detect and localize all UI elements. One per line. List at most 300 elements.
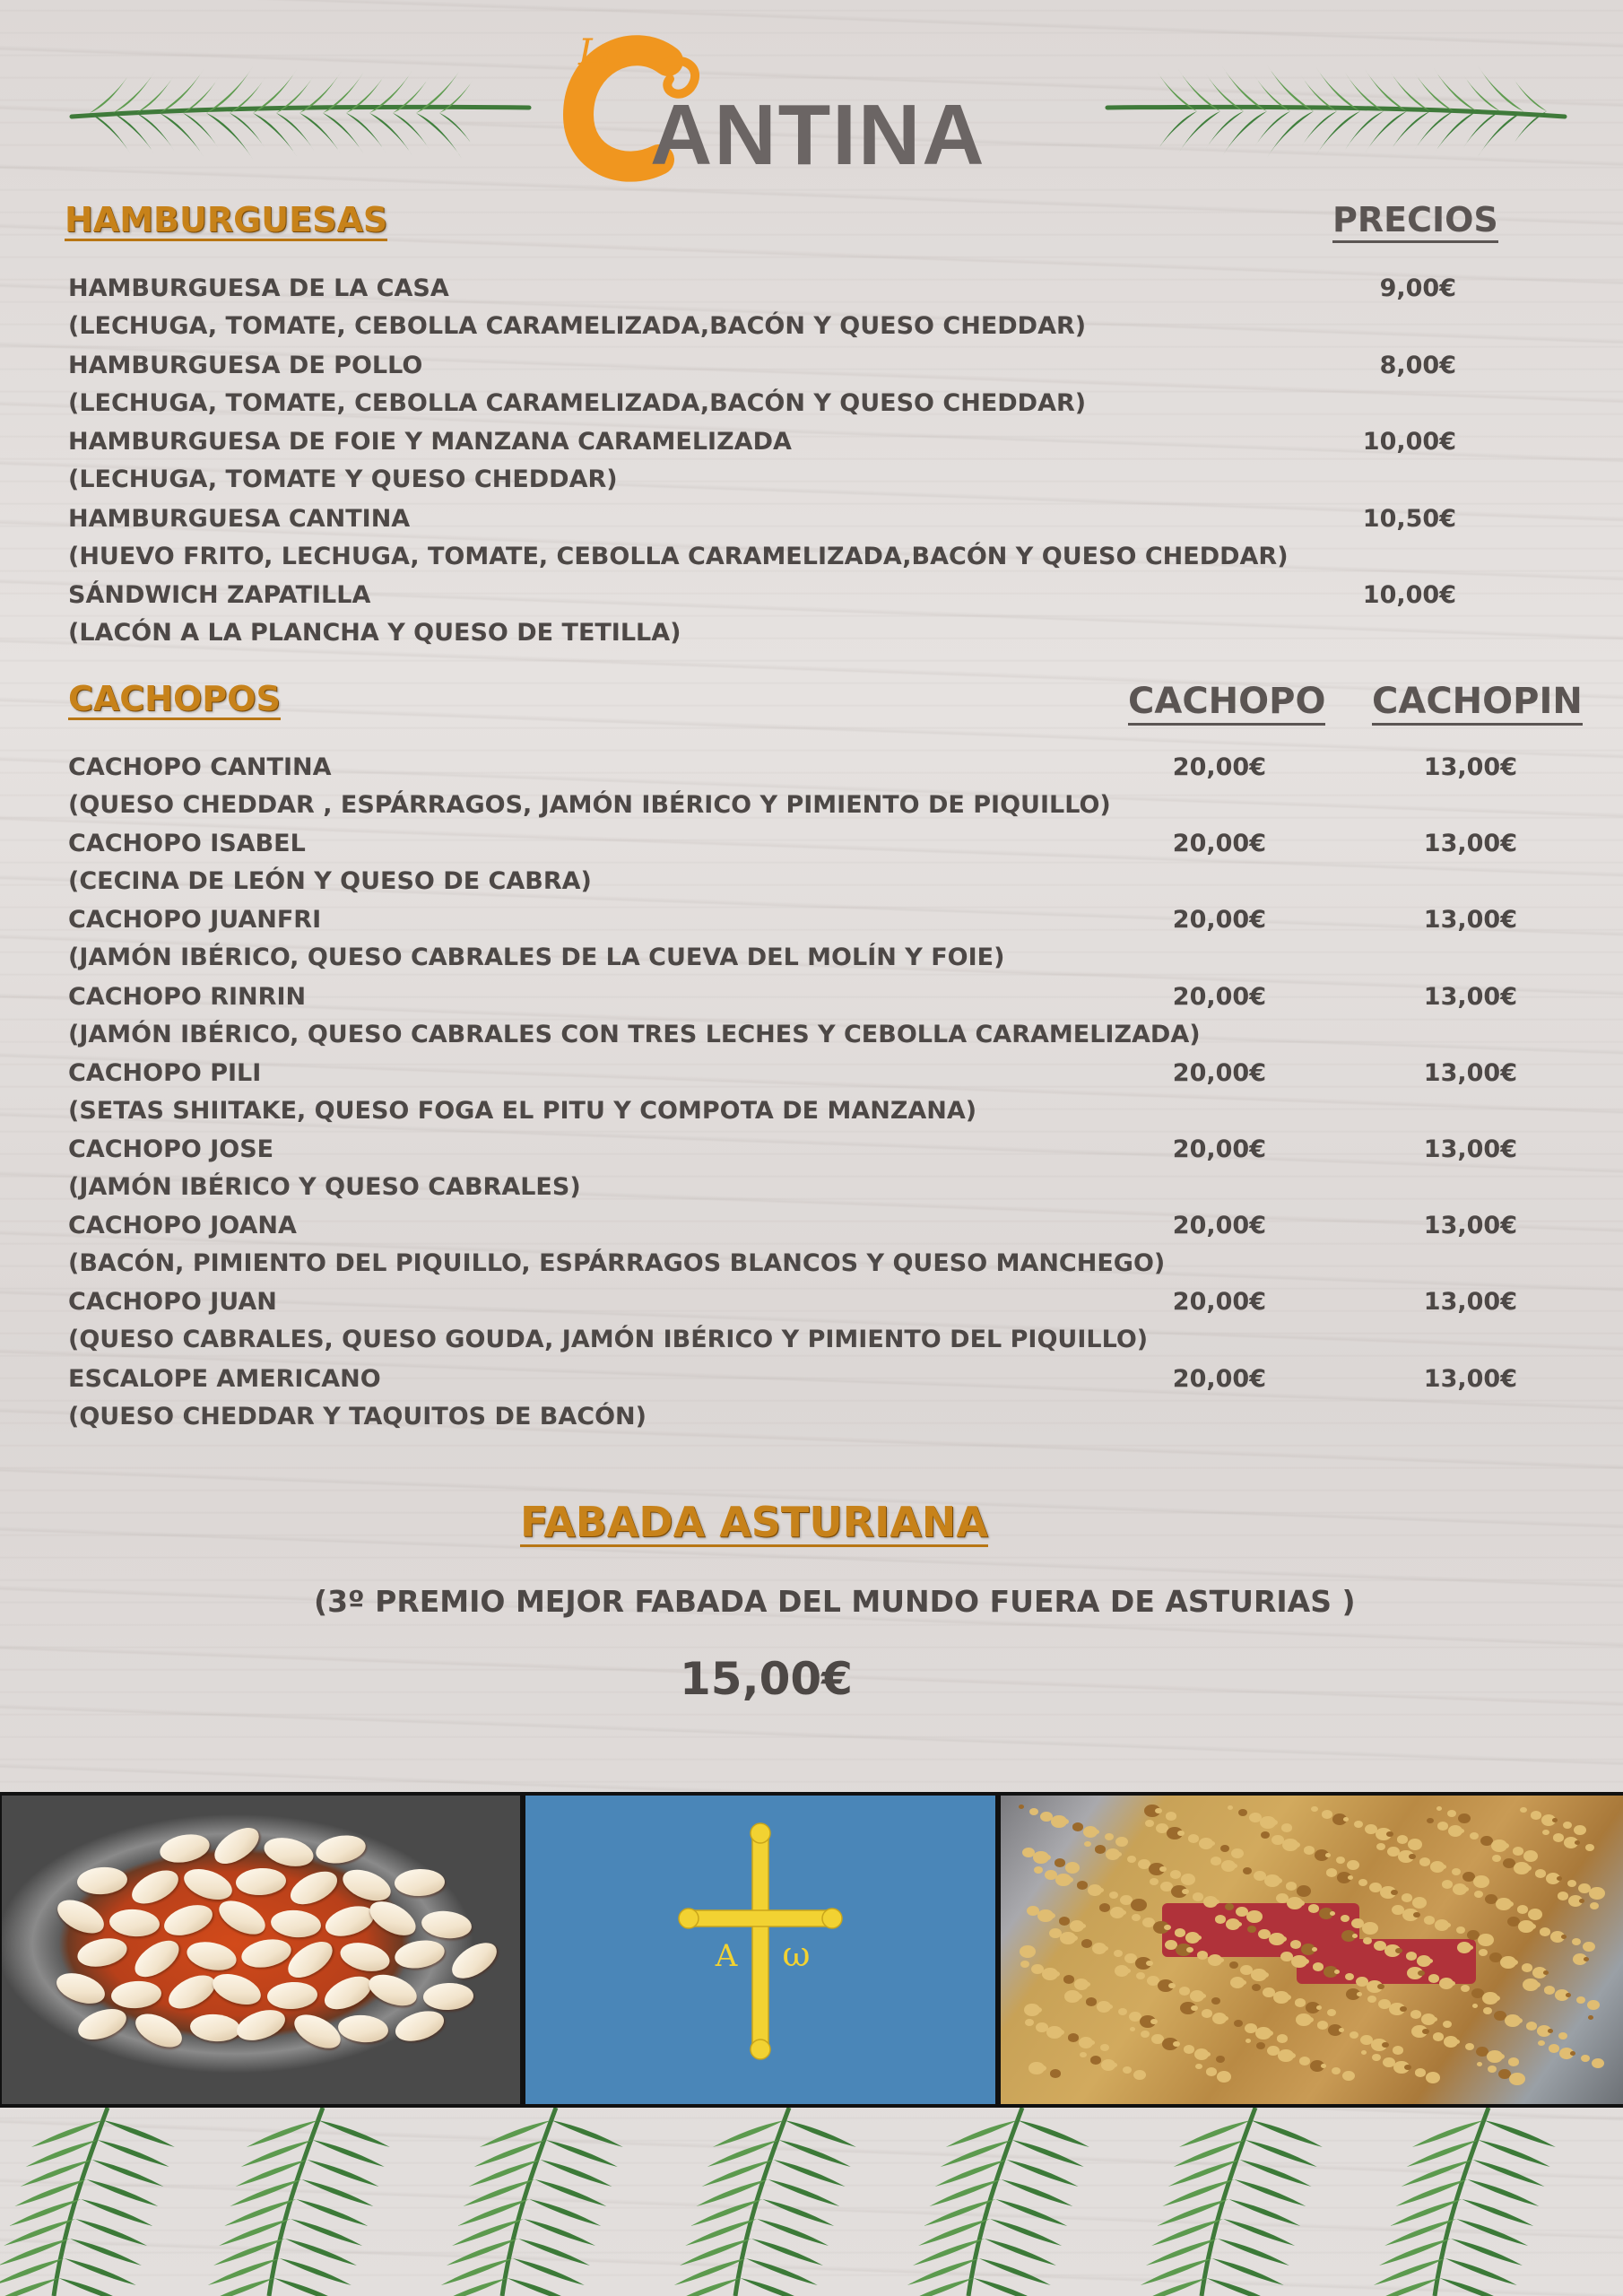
crumb-shape xyxy=(1100,2044,1109,2051)
bean-shape xyxy=(337,1938,392,1976)
crumb-shape xyxy=(1219,1958,1224,1962)
crumb-shape xyxy=(1231,1848,1244,1858)
bean-shape xyxy=(108,1908,161,1938)
crumb-shape xyxy=(1095,1845,1106,1854)
crumb-shape xyxy=(1520,1807,1527,1813)
crumb-shape xyxy=(1112,2063,1117,2067)
bean-shape xyxy=(76,1866,128,1896)
crumb-shape xyxy=(1452,1868,1461,1875)
crumb-shape xyxy=(1057,2030,1064,2035)
bean-shape xyxy=(394,1868,445,1897)
crumb-shape xyxy=(1080,2052,1087,2057)
price-cachopin: 13,00€ xyxy=(1423,982,1517,1011)
bean-shape xyxy=(74,2003,131,2045)
bean-shape xyxy=(446,1935,502,1986)
crumb-shape xyxy=(1055,1858,1065,1867)
crumb-shape xyxy=(1543,1970,1549,1975)
price-cachopo: 20,00€ xyxy=(1172,1288,1266,1317)
crumb-shape xyxy=(1426,2072,1440,2083)
crumb-shape xyxy=(1168,1983,1176,1988)
crumb-shape xyxy=(1286,1882,1297,1891)
crumb-shape xyxy=(1262,1972,1269,1978)
crumb-shape xyxy=(1332,2067,1341,2074)
bean-shape xyxy=(130,2007,187,2054)
crumb-shape xyxy=(1304,1846,1315,1855)
crumb-shape xyxy=(1377,1984,1384,1989)
crumb-shape xyxy=(1463,1887,1469,1892)
menu-item-name: CACHOPO RINRIN xyxy=(68,982,307,1011)
crumb-shape xyxy=(1068,2033,1079,2042)
crumb-shape xyxy=(1572,1938,1581,1945)
crumb-shape xyxy=(1415,2068,1426,2077)
crumb-shape xyxy=(1326,1868,1337,1877)
price-cachopin: 13,00€ xyxy=(1423,753,1517,781)
crumb-shape xyxy=(1256,2042,1265,2049)
crumb-shape xyxy=(1229,1961,1238,1969)
crumb-shape xyxy=(1400,2006,1407,2012)
bean-shape xyxy=(392,2005,448,2047)
crumb-shape xyxy=(1584,1957,1589,1961)
crumb-shape xyxy=(1089,2040,1095,2045)
crumb-shape xyxy=(1085,1982,1090,1987)
crumb-shape xyxy=(1445,1923,1451,1927)
crumb-shape xyxy=(1177,1831,1185,1836)
crumb-shape xyxy=(1372,2054,1381,2061)
crumb-shape xyxy=(1558,1892,1568,1900)
crumb-shape xyxy=(1105,1833,1114,1840)
bean-shape xyxy=(163,1969,221,2015)
crumb-shape xyxy=(1589,1887,1605,1900)
crumb-shape xyxy=(1025,2019,1034,2026)
crumb-shape xyxy=(1342,2071,1355,2081)
crumb-shape xyxy=(1247,1926,1256,1933)
crumb-shape xyxy=(1201,1994,1206,1998)
crumb-shape xyxy=(1131,1899,1147,1911)
crumb-shape xyxy=(1406,1952,1417,1961)
crumb-shape xyxy=(1517,1905,1528,1914)
crumb-shape xyxy=(1533,1982,1541,1987)
crumb-shape xyxy=(1528,1909,1542,1920)
crumb-shape xyxy=(1465,2043,1474,2050)
crumb-shape xyxy=(1237,1922,1242,1926)
bean-shape xyxy=(126,1864,184,1910)
menu-item-name: HAMBURGUESA DE POLLO xyxy=(68,351,423,379)
crumb-shape xyxy=(1488,2066,1497,2073)
crumb-shape xyxy=(1443,2021,1452,2028)
bean-shape xyxy=(364,1969,421,2012)
bean-shape xyxy=(289,2008,346,2056)
crumb-shape xyxy=(1483,2007,1492,2014)
crumb-shape xyxy=(1325,1853,1331,1857)
crumb-shape xyxy=(1410,2010,1421,2019)
crumb-shape xyxy=(1065,1862,1080,1874)
crumb-shape xyxy=(1107,2005,1113,2009)
rosemary-right-decoration xyxy=(1098,0,1574,188)
crumb-shape xyxy=(1170,1870,1181,1879)
bean-shape xyxy=(128,1934,185,1985)
crumb-shape xyxy=(1570,2051,1575,2056)
crumb-shape xyxy=(1090,2056,1101,2065)
crumb-shape xyxy=(1408,1839,1422,1850)
crumb-shape xyxy=(1289,2053,1296,2058)
crumb-shape xyxy=(1132,1914,1141,1921)
crumb-shape xyxy=(1437,1822,1448,1831)
crumb-shape xyxy=(1220,1845,1229,1852)
crumb-shape xyxy=(1433,2032,1444,2041)
crumb-shape xyxy=(1234,2020,1243,2027)
crumb-shape xyxy=(1232,1864,1237,1868)
crumb-shape xyxy=(1386,1831,1393,1837)
menu-item-price: 10,00€ xyxy=(1362,428,1456,456)
crumb-shape xyxy=(1312,1947,1317,1952)
crumb-shape xyxy=(1193,1892,1203,1901)
crumb-shape xyxy=(1334,1970,1340,1974)
fabada-price: 15,00€ xyxy=(680,1653,853,1705)
bean-shape xyxy=(235,1867,286,1897)
crumb-shape xyxy=(1523,1850,1538,1862)
crumb-shape xyxy=(1339,2028,1344,2032)
crumb-shape xyxy=(1458,1813,1471,1823)
menu-item-price: 10,00€ xyxy=(1362,581,1456,609)
price-cachopo: 20,00€ xyxy=(1172,753,1266,781)
crumb-shape xyxy=(1347,1860,1359,1870)
crumb-shape xyxy=(1081,1939,1092,1948)
crumb-shape xyxy=(1019,1805,1024,1809)
crumb-shape xyxy=(1327,2009,1336,2016)
crumb-shape xyxy=(1321,2064,1326,2068)
menu-item-description: (BACÓN, PIMIENTO DEL PIQUILLO, ESPÁRRAGOS BLANCOS Y QUESO MANCHEGO) xyxy=(68,1249,1166,1278)
crumb-shape xyxy=(1563,1822,1572,1829)
bean-shape xyxy=(319,1970,376,2016)
crumb-shape xyxy=(1345,1973,1354,1980)
crumb-shape xyxy=(1299,2057,1310,2066)
crumb-shape xyxy=(1413,1912,1420,1918)
price-cachopo: 20,00€ xyxy=(1172,1212,1266,1240)
crumb-shape xyxy=(1290,1940,1301,1949)
bean-shape xyxy=(266,1981,317,2011)
menu-item-name: HAMBURGUESA DE FOIE Y MANZANA CARAMELIZADA xyxy=(68,428,792,456)
photo-strip xyxy=(0,1792,1623,2108)
crumb-shape xyxy=(1397,1835,1408,1844)
crumb-shape xyxy=(1191,2005,1198,2011)
crumb-shape xyxy=(1567,1880,1576,1887)
crumb-shape xyxy=(1515,2018,1523,2023)
menu-item-name: ESCALOPE AMERICANO xyxy=(68,1364,381,1393)
crumb-shape xyxy=(1553,1833,1564,1842)
crumb-shape xyxy=(1072,1822,1083,1831)
crumb-shape xyxy=(1295,1998,1306,2007)
crumb-shape xyxy=(1109,1892,1118,1899)
crumb-shape xyxy=(1544,1986,1555,1995)
crumb-shape xyxy=(1506,1901,1514,1907)
menu-item-description: (QUESO CABRALES, QUESO GOUDA, JAMÓN IBÉRICO Y PIMIENTO DEL PIQUILLO) xyxy=(68,1326,1149,1354)
price-cachopin: 13,00€ xyxy=(1423,1364,1517,1393)
crumb-shape xyxy=(1094,1830,1099,1834)
crumb-shape xyxy=(1228,1805,1233,1810)
crumb-shape xyxy=(1558,2032,1567,2039)
crumb-shape xyxy=(1470,1832,1479,1839)
crumb-shape xyxy=(1225,1903,1234,1910)
crumb-shape xyxy=(1205,2052,1211,2057)
crumb-shape xyxy=(1529,1924,1536,1929)
price-cachopo: 20,00€ xyxy=(1172,830,1266,858)
bean-shape xyxy=(208,1821,265,1871)
crumb-shape xyxy=(1549,2044,1559,2053)
menu-item-description: (SETAS SHIITAKE, QUESO FOGA EL PITU Y COMPOTA DE MANZANA) xyxy=(68,1096,977,1125)
crumb-shape xyxy=(1313,1962,1324,1971)
crumb-shape xyxy=(1472,2004,1478,2008)
crumb-shape xyxy=(1322,1810,1332,1819)
crumb-shape xyxy=(1130,2027,1135,2031)
menu-item-description: (JAMÓN IBÉRICO, QUESO CABRALES DE LA CUEVA DEL MOLÍN Y FOIE) xyxy=(68,944,1005,972)
crumb-shape xyxy=(1442,1880,1453,1889)
bean-shape xyxy=(110,1979,162,2010)
crumb-shape xyxy=(1436,1806,1442,1811)
crumb-shape xyxy=(1412,1897,1427,1909)
logo-la-text: La xyxy=(578,32,624,74)
price-cachopin: 13,00€ xyxy=(1423,1058,1517,1087)
bean-shape xyxy=(261,1833,316,1871)
price-cachopin: 13,00€ xyxy=(1423,906,1517,935)
crumb-shape xyxy=(1141,2031,1150,2038)
bean-shape xyxy=(233,2005,290,2047)
menu-item-name: CACHOPO ISABEL xyxy=(68,830,306,858)
crumb-shape xyxy=(1427,1818,1434,1823)
crumb-shape xyxy=(1497,2054,1505,2059)
menu-item-description: (JAMÓN IBÉRICO, QUESO CABRALES CON TRES LECHES Y CEBOLLA CARAMELIZADA) xyxy=(68,1020,1201,1048)
crumb-shape xyxy=(1538,2040,1545,2046)
crumb-shape xyxy=(1450,1981,1455,1986)
crumb-shape xyxy=(1166,1812,1176,1821)
crumb-shape xyxy=(1493,1996,1500,2001)
crumb-shape xyxy=(1071,1935,1078,1941)
menu-item-name: SÁNDWICH ZAPATILLA xyxy=(68,581,371,609)
crumb-shape xyxy=(1103,1946,1108,1951)
crumb-shape xyxy=(1048,1913,1055,1918)
menu-item-name: HAMBURGUESA CANTINA xyxy=(68,504,411,533)
crumb-shape xyxy=(1150,2019,1158,2024)
bean-shape xyxy=(74,1935,129,1971)
crumb-shape xyxy=(1447,1810,1456,1817)
crumb-shape xyxy=(1585,1844,1594,1851)
crumb-shape xyxy=(1053,1971,1060,1977)
menu-item-name: CACHOPO JUANFRI xyxy=(68,906,322,935)
crumb-shape xyxy=(1297,1885,1311,1897)
crumb-shape xyxy=(1181,1874,1195,1885)
crumb-shape xyxy=(1066,1877,1073,1883)
crumb-shape xyxy=(1050,2069,1061,2078)
price-cachopin: 13,00€ xyxy=(1423,1135,1517,1163)
crumb-shape xyxy=(1526,2022,1537,2031)
menu-item-name: CACHOPO JOSE xyxy=(68,1135,274,1163)
crumb-shape xyxy=(1029,1808,1038,1815)
crumb-shape xyxy=(1363,1937,1372,1944)
bean-shape xyxy=(282,1935,338,1985)
crumb-shape xyxy=(1459,1829,1464,1833)
bean-shape xyxy=(285,1865,342,1911)
la-cantina-logo xyxy=(560,25,1063,187)
crumb-shape xyxy=(1478,1934,1494,1946)
crumb-shape xyxy=(1277,2034,1288,2043)
bean-shape xyxy=(213,1894,271,1942)
menu-item-name: CACHOPO JOANA xyxy=(68,1212,297,1240)
menu-item-description: (LECHUGA, TOMATE Y QUESO CHEDDAR) xyxy=(68,465,618,493)
crumb-shape xyxy=(1216,2056,1225,2063)
crumb-shape xyxy=(1509,2073,1525,2085)
bean-shape xyxy=(189,2013,241,2043)
bean-shape xyxy=(239,1935,294,1971)
menu-item-description: (LACÓN A LA PLANCHA Y QUESO DE TETILLA) xyxy=(68,619,681,647)
crumb-shape xyxy=(1479,1949,1488,1956)
crumb-shape xyxy=(1424,1916,1435,1925)
crumb-shape xyxy=(1184,2045,1194,2054)
crumb-shape xyxy=(1182,1889,1189,1894)
crumb-shape xyxy=(1575,1840,1580,1845)
rosemary-left-decoration xyxy=(63,0,538,188)
fabada-photo xyxy=(2,1796,520,2104)
crumb-shape xyxy=(1348,1875,1353,1880)
crumb-shape xyxy=(1461,1985,1470,1992)
menu-item-description: (CECINA DE LEÓN Y QUESO DE CABRA) xyxy=(68,867,592,896)
crumb-shape xyxy=(1084,1841,1091,1847)
crumb-shape xyxy=(1075,1994,1082,1999)
menu-item-description: (LECHUGA, TOMATE, CEBOLLA CARAMELIZADA,BACÓN Y QUESO CHEDDAR) xyxy=(68,388,1087,417)
crumb-shape xyxy=(1579,1899,1584,1903)
crumb-shape xyxy=(1077,1881,1088,1890)
crumb-shape xyxy=(1474,1891,1483,1898)
crumb-shape xyxy=(1404,2065,1411,2070)
crumb-shape xyxy=(1552,1818,1558,1822)
crumb-shape xyxy=(1044,1855,1051,1860)
crumb-shape xyxy=(1557,1876,1562,1881)
crumb-shape xyxy=(1175,1928,1185,1937)
column-header-cachopo: CACHOPO xyxy=(1128,683,1325,726)
crumb-shape xyxy=(1136,1972,1145,1979)
bean-shape xyxy=(422,1982,473,2011)
crumb-shape xyxy=(1155,1808,1162,1813)
bean-shape xyxy=(337,2013,389,2045)
crumb-shape xyxy=(1531,1811,1541,1820)
crumb-shape xyxy=(1173,2041,1180,2047)
victory-cross-icon xyxy=(525,1796,995,2104)
crumb-shape xyxy=(1587,2000,1600,2010)
crumb-shape xyxy=(1535,1869,1546,1878)
bean-shape xyxy=(338,1864,395,1907)
crumb-shape xyxy=(1125,1969,1131,1973)
crumb-shape xyxy=(1195,2064,1202,2069)
crumb-shape xyxy=(1238,1809,1247,1816)
crumb-shape xyxy=(1145,1820,1154,1827)
crumb-shape xyxy=(1454,2039,1460,2044)
crumb-shape xyxy=(1428,1959,1433,1963)
omega-letter: ω xyxy=(782,1935,811,1974)
crumb-shape xyxy=(1308,1904,1319,1913)
crumb-shape xyxy=(1271,1820,1278,1825)
price-cachopo: 20,00€ xyxy=(1172,982,1266,1011)
crumb-shape xyxy=(1502,1843,1509,1848)
crumb-shape xyxy=(1330,1911,1335,1916)
menu-item-name: CACHOPO JUAN xyxy=(68,1288,277,1317)
menu-item-name: CACHOPO PILI xyxy=(68,1058,262,1087)
crumb-shape xyxy=(1127,1856,1136,1863)
crumb-shape xyxy=(1316,2005,1322,2010)
crumb-shape xyxy=(1020,1945,1036,1958)
bean-shape xyxy=(393,1936,447,1971)
column-header-precios: PRECIOS xyxy=(1332,203,1498,243)
crumb-shape xyxy=(1393,2046,1403,2055)
crumb-shape xyxy=(1473,1875,1489,1888)
bean-shape xyxy=(180,1863,237,1905)
crumb-shape xyxy=(1341,1915,1350,1922)
crumb-shape xyxy=(1382,2042,1389,2048)
crumb-shape xyxy=(1210,1841,1215,1846)
crumb-shape xyxy=(1293,1842,1300,1848)
crumb-shape xyxy=(1350,2031,1358,2039)
menu-item-description: (QUESO CHEDDAR , ESPÁRRAGOS, JAMÓN IBÉRICO Y PIMIENTO DE PIQUILLO) xyxy=(68,791,1111,819)
price-cachopo: 20,00€ xyxy=(1172,1058,1266,1087)
crumb-shape xyxy=(1477,2062,1482,2066)
crumb-shape xyxy=(1352,1934,1358,1938)
crumb-shape xyxy=(1146,1961,1153,1966)
menu-item-price: 9,00€ xyxy=(1379,274,1456,302)
crumb-shape xyxy=(1367,1996,1376,2003)
crumb-shape xyxy=(1311,1806,1318,1812)
menu-item-description: (JAMÓN IBÉRICO Y QUESO CABRALES) xyxy=(68,1173,581,1201)
crumb-shape xyxy=(1456,1926,1465,1934)
crumb-shape xyxy=(1581,2055,1590,2062)
crumb-shape xyxy=(1590,1902,1599,1909)
crumb-shape xyxy=(1357,1992,1362,1996)
crumb-shape xyxy=(1524,1866,1532,1871)
crumb-shape xyxy=(1179,1987,1190,1996)
crumb-shape xyxy=(1376,1843,1385,1850)
bean-shape xyxy=(314,1831,368,1866)
crumb-shape xyxy=(1336,1857,1345,1864)
crumb-shape xyxy=(1099,1903,1110,1912)
crumb-shape xyxy=(1243,1867,1252,1874)
crumb-shape xyxy=(1116,1852,1122,1857)
crumb-shape xyxy=(1522,1963,1532,1972)
crumb-shape xyxy=(1098,1888,1104,1892)
crumb-shape xyxy=(1196,1935,1202,1940)
crumb-shape xyxy=(1211,1857,1221,1866)
crumb-shape xyxy=(1245,2039,1251,2043)
crumb-shape xyxy=(1275,1878,1282,1883)
crumb-shape xyxy=(1114,1950,1123,1957)
crumb-shape xyxy=(1281,1823,1292,1832)
menu-item-description: (QUESO CHEDDAR Y TAQUITOS DE BACÓN) xyxy=(68,1402,647,1431)
crumb-shape xyxy=(1354,1821,1363,1828)
bean-shape xyxy=(158,1831,213,1866)
crumb-shape xyxy=(1118,2008,1127,2015)
crumb-shape xyxy=(1123,2066,1132,2074)
crumb-shape xyxy=(1511,1960,1518,1965)
crumb-shape xyxy=(1306,2017,1314,2022)
bean-shape xyxy=(52,1893,109,1940)
crumb-shape xyxy=(1361,2050,1367,2055)
crumb-shape xyxy=(1583,1942,1595,1952)
crumb-shape xyxy=(1492,1855,1501,1862)
crumb-shape xyxy=(1284,1995,1291,2000)
price-cachopin: 13,00€ xyxy=(1423,830,1517,858)
bean-shape xyxy=(53,1968,109,2010)
bean-shape xyxy=(270,1909,322,1940)
crumb-shape xyxy=(1391,1890,1398,1895)
crumb-shape xyxy=(1223,2016,1228,2021)
crumb-shape xyxy=(1159,1866,1167,1872)
rosemary-bottom-decoration xyxy=(0,2108,1623,2296)
crumb-shape xyxy=(1202,2009,1212,2018)
